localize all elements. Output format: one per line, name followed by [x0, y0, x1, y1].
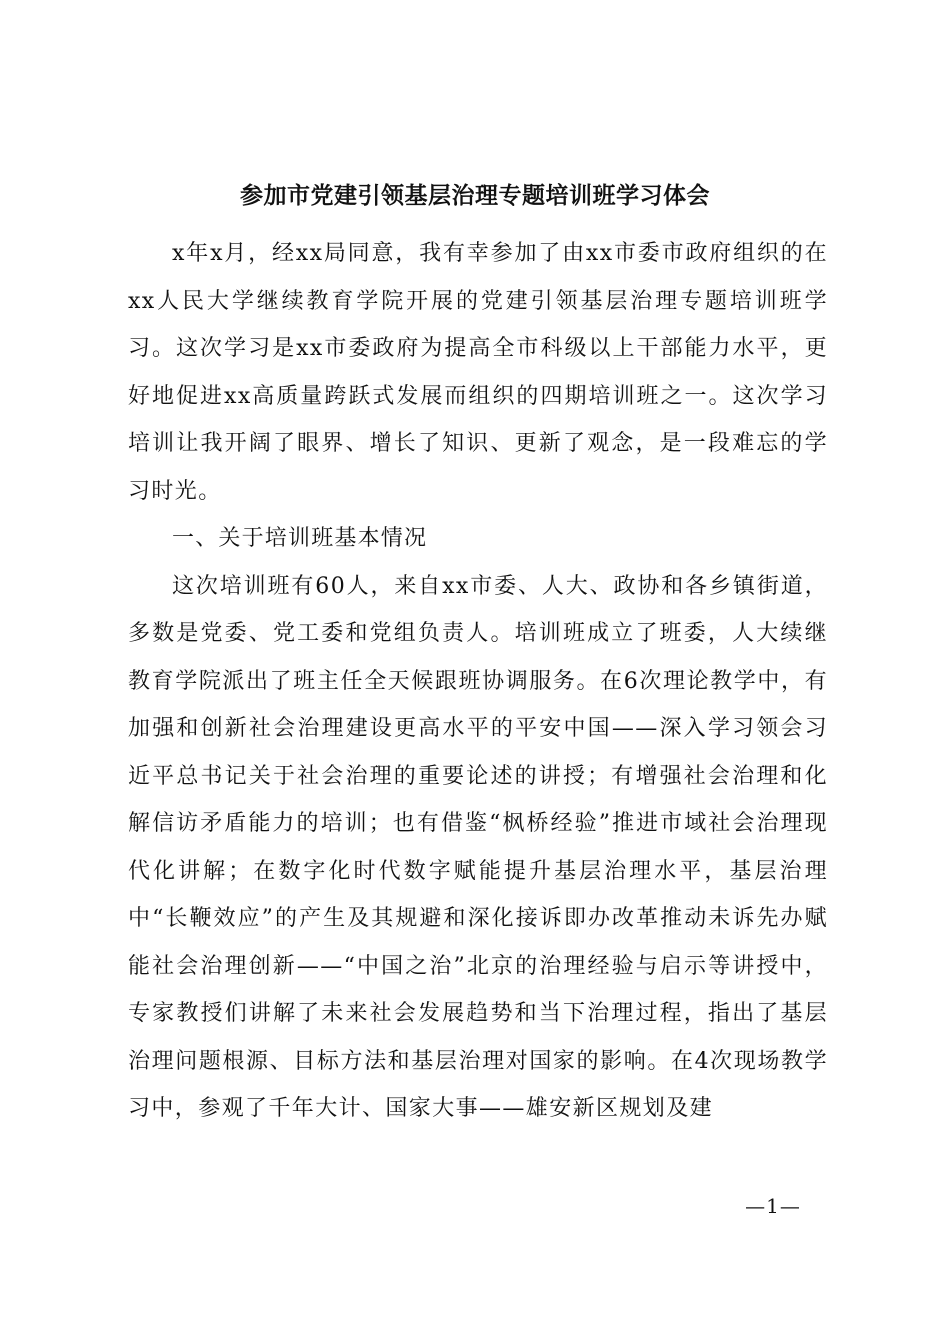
document-title: 参加市党建引领基层治理专题培训班学习体会: [240, 182, 710, 209]
section-heading: 一、关于培训班基本情况: [172, 526, 428, 551]
intro-paragraph: x年x月，经xx局同意，我有幸参加了由xx市委市政府组织的在xx人民大学继续教育学院开展的党建引领基层治理专题培训班学习。这次学习是xx市委政府为提高全市科级以上干部能力水平，更好地促进xx高质量跨跃式发展而组织的四期培训班之一。这次学习培训让我开阔了眼界、增长了知识、更新了观念，是一段难忘的学习时光。: [128, 241, 828, 504]
document-body: [128, 230, 828, 1133]
section-paragraph: 这次培训班有60人，来自xx市委、人大、政协和各乡镇街道，多数是党委、党工委和党组负责人。培训班成立了班委，人大续继教育学院派出了班主任全天候跟班协调服务。在6次理论教学中，有加强和创新社会治理建设更高水平的平安中国——深入学习领会习近平总书记关于社会治理的重要论述的讲授；有增强社会治理和化解信访矛盾能力的培训；也有借鉴“枫桥经验”推进市域社会治理现代化讲解；在数字化时代数字赋能提升基层治理水平，基层治理中“长鞭效应”的产生及其规避和深化接诉即办改革推动未诉先办赋能社会治理创新——“中国之治”北京的治理经验与启示等讲授中，专家教授们讲解了未来社会发展趋势和当下治理过程，指出了基层治理问题根源、目标方法和基层治理对国家的影响。在4次现场教学习中，参观了千年大计、国家大事——雄安新区规划及建: [128, 573, 828, 1121]
page-number: —1—: [745, 1194, 801, 1218]
